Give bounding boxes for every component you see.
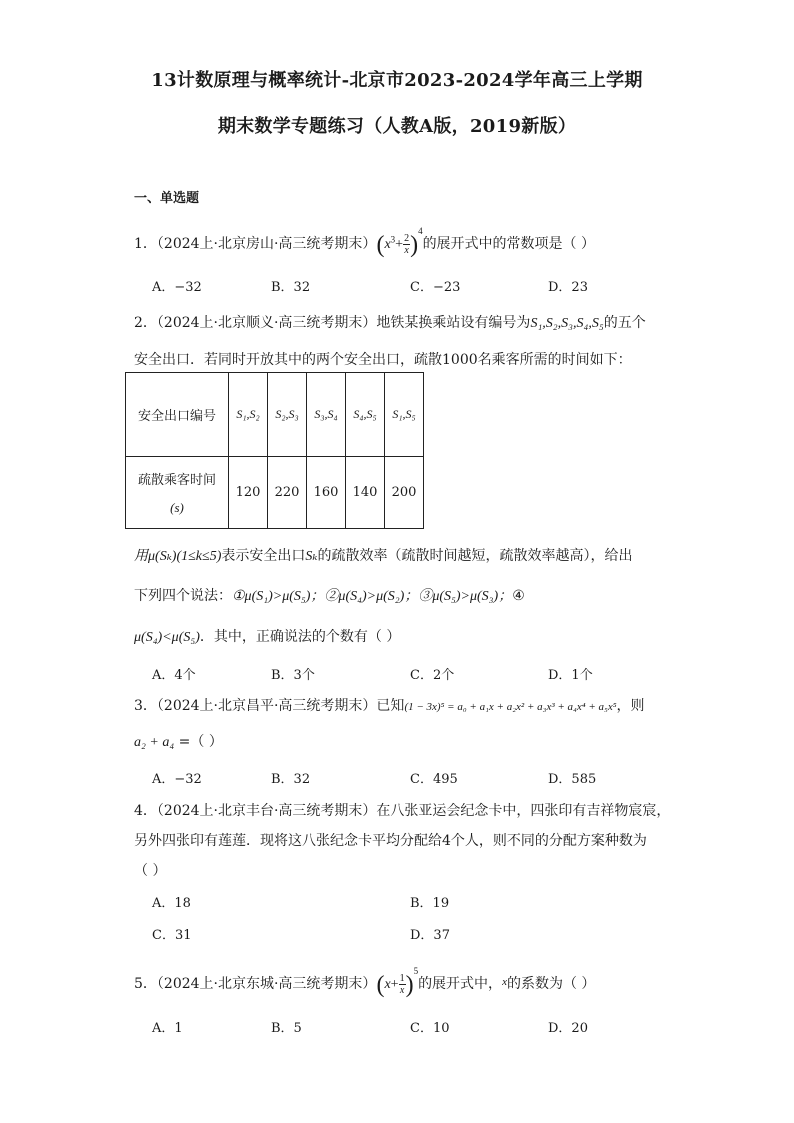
table-value-cell: 200 — [385, 457, 424, 529]
question-2-exit-symbols: S₁,S₂,S₃,S₄,S₅ — [530, 316, 604, 331]
question-2-option-d: D．1个 — [548, 668, 593, 683]
table-header-cell: S₁,S₅ — [385, 373, 424, 457]
claim-2: ②μ(S₄)>μ(S₂)； — [324, 589, 419, 604]
question-2-option-b: B．3个 — [271, 668, 315, 683]
question-3-option-a: A．−32 — [152, 772, 202, 787]
question-3-expression: (1 − 3x)⁵ = a₀ + a₁x + a₂x² + a₃x³ + a₄x⁴ + a₅x⁵ — [404, 701, 617, 713]
claim-3: ③μ(S₅)>μ(S₃)； — [418, 589, 513, 604]
table-row-header-time: 疏散乘客时间 (s) — [126, 457, 229, 529]
table-value-cell: 140 — [346, 457, 385, 529]
question-2-line-2: 安全出口．若同时开放其中的两个安全出口，疏散1000名乘客所需的时间如下： — [134, 352, 632, 368]
table-header-cell: S₂,S₃ — [268, 373, 307, 457]
question-5-expression: (x+ $\frac{1}{x}$ )$^5$ — [376, 966, 419, 998]
question-1-option-b: B．32 — [271, 280, 311, 295]
table-value-cell: 120 — [229, 457, 268, 529]
question-1-prefix: 1．（2024上·北京房山·高三统考期末） — [134, 236, 377, 252]
question-1 — [134, 226, 595, 256]
question-3-option-d: D．585 — [548, 772, 597, 787]
question-4-option-c: C．31 — [152, 928, 192, 943]
table-value-cell: 160 — [307, 457, 346, 529]
table-value-cell: 220 — [268, 457, 307, 529]
document-title-line-2: 期末数学专题练习（人教A版，2019新版） — [217, 116, 577, 137]
table-row-header-exits: 安全出口编号 — [126, 373, 229, 457]
question-2-option-c: C．2个 — [410, 668, 455, 683]
question-2-line-1: 2．（2024上·北京顺义·高三统考期末）地铁某换乘站设有编号为S₁,S₂,S₃,S₄,S₅的五个 — [134, 315, 646, 331]
question-4-line-1: 4．（2024上·北京丰台·高三统考期末）在八张亚运会纪念卡中，四张印有吉祥物宸宸， — [134, 803, 671, 819]
question-2-line-4: 下列四个说法：①μ(S₁)>μ(S₅)；②μ(S₄)>μ(S₂)；③μ(S₅)>μ(S₃)；④ — [134, 588, 525, 604]
question-4-option-d: D．37 — [410, 928, 450, 943]
question-3-option-c: C．495 — [410, 772, 458, 787]
question-1-expression: ($x^3+$ $\frac{2}{x}$ )$^4$ — [376, 226, 423, 258]
question-4-option-a: A．18 — [152, 896, 191, 911]
question-5-option-a: A．1 — [152, 1021, 183, 1036]
question-1-option-a: A．−32 — [152, 280, 202, 295]
section-heading: 一、单选题 — [134, 191, 200, 206]
table-header-cell: S₄,S₅ — [346, 373, 385, 457]
evacuation-time-table — [125, 372, 424, 529]
claim-4-marker: ④ — [512, 588, 525, 604]
question-1-option-d: D．23 — [548, 280, 588, 295]
question-5: 5．（2024上·北京东城·高三统考期末）(x+ $\frac{1}{x}$ )$^5$的展开式中，$^x$的系数为（ ） — [134, 966, 596, 998]
question-4-line-2: 另外四张印有莲莲．现将这八张纪念卡平均分配给4个人，则不同的分配方案种数为 — [134, 833, 647, 849]
question-4-line-3: （ ） — [134, 863, 167, 879]
question-1-option-c: C．−23 — [410, 280, 461, 295]
question-2-line-5: μ(S₄)<μ(S₅)．其中，正确说法的个数有（ ） — [134, 629, 401, 645]
document-title-line-1: 13计数原理与概率统计-北京市2023-2024学年高三上学期 — [151, 70, 643, 91]
question-5-option-c: C．10 — [410, 1021, 450, 1036]
question-5-option-d: D．20 — [548, 1021, 588, 1036]
question-1-suffix: 的展开式中的常数项是（ ） — [422, 236, 596, 252]
table-header-cell: S₃,S₄ — [307, 373, 346, 457]
claim-1: ①μ(S₁)>μ(S₅)； — [232, 589, 325, 604]
table-header-cell: S₁,S₂ — [229, 373, 268, 457]
question-3-line-2: a₂ + a₄ =（ ） — [134, 734, 223, 750]
question-2-line-3: 用μ(Sₖ)(1≤k≤5)表示安全出口Sₖ的疏散效率（疏散时间越短，疏散效率越高），给出 — [134, 548, 633, 564]
question-2-option-a: A．4个 — [152, 668, 196, 683]
question-4-option-b: B．19 — [410, 896, 450, 911]
question-3-line-1: 3．（2024上·北京昌平·高三统考期末）已知(1 − 3x)⁵ = a₀ + a₁x + a₂x² + a₃x³ + a₄x⁴ + a₅x⁵，则 — [134, 698, 645, 714]
question-5-option-b: B．5 — [271, 1021, 302, 1036]
question-3-option-b: B．32 — [271, 772, 311, 787]
